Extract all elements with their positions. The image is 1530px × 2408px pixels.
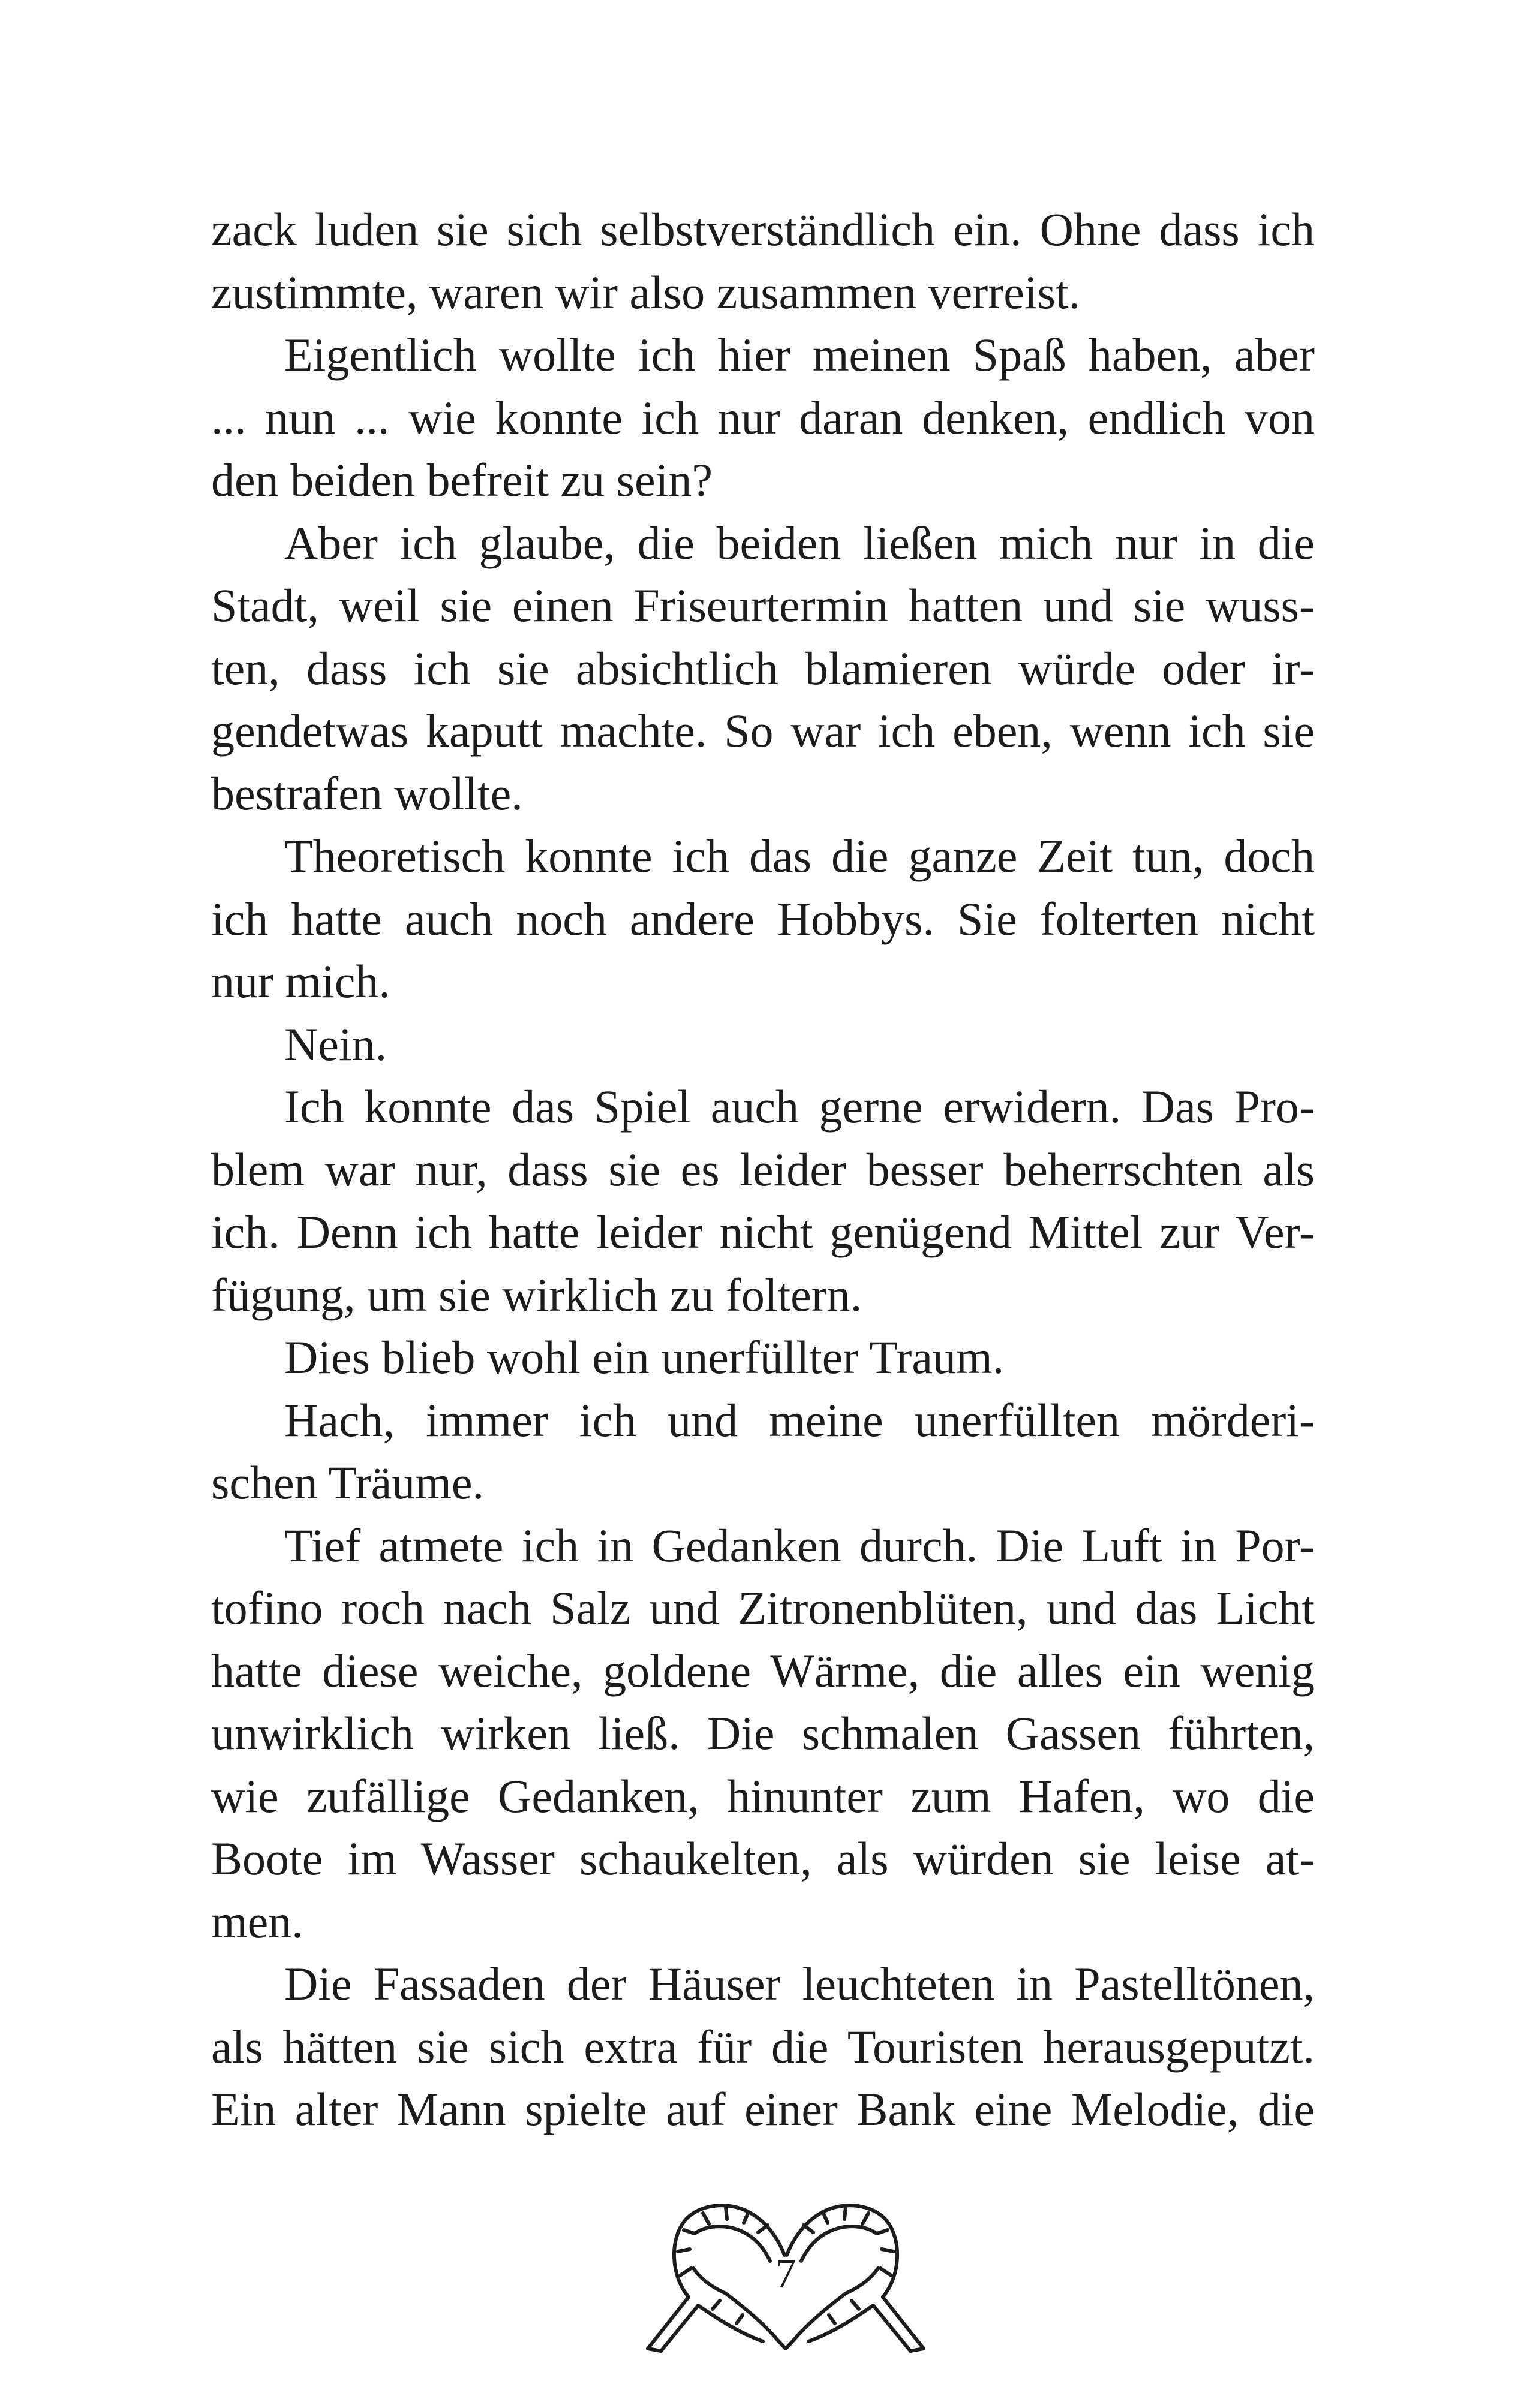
text-line: ich. Denn ich hatte leider nicht genügend Mittel zur Ver-	[211, 1206, 1315, 1258]
text-line: Hach, immer ich und meine unerfüllten mörderi-	[284, 1393, 1315, 1446]
text-line: fügung, um sie wirklich zu foltern.	[211, 1268, 862, 1321]
text-line: ... nun ... wie konnte ich nur daran denken, endlich von	[211, 391, 1315, 444]
text-line: Dies blieb wohl ein unerfüllter Traum.	[284, 1331, 1005, 1383]
body-text	[211, 198, 1315, 2141]
text-line: den beiden befreit zu sein?	[211, 454, 713, 506]
text-line: unwirklich wirken ließ. Die schmalen Gassen führten,	[211, 1707, 1315, 1759]
text-line: ten, dass ich sie absichtlich blamieren würde oder ir-	[211, 642, 1315, 694]
text-line: men.	[211, 1895, 303, 1948]
text-line: zack luden sie sich selbstverständlich ein. Ohne dass ich	[211, 203, 1315, 255]
text-line: Ich konnte das Spiel auch gerne erwidern. Das Pro-	[284, 1080, 1315, 1133]
text-line: Ein alter Mann spielte auf einer Bank eine Melodie, die	[211, 2083, 1315, 2135]
text-line: Tief atmete ich in Gedanken durch. Die Luft in Por-	[284, 1519, 1315, 1572]
text-line: Die Fassaden der Häuser leuchteten in Pastelltönen,	[284, 1958, 1315, 2010]
text-line: Theoretisch konnte ich das die ganze Zeit tun, doch	[284, 830, 1315, 882]
text-line: Eigentlich wollte ich hier meinen Spaß haben, aber	[284, 329, 1315, 381]
text-line: nur mich.	[211, 955, 390, 1007]
text-line: Nein.	[284, 1018, 387, 1070]
text-line: tofino roch nach Salz und Zitronenblüten, und das Licht	[211, 1582, 1315, 1634]
text-line: gendetwas kaputt machte. So war ich eben, wenn ich sie	[211, 705, 1315, 757]
text-line: blem war nur, dass sie es leider besser beherrschten als	[211, 1143, 1315, 1196]
text-line: bestrafen wollte.	[211, 767, 523, 820]
page-number: 7	[775, 2251, 796, 2297]
text-line: zustimmte, waren wir also zusammen verreist.	[211, 266, 1081, 318]
text-line: hatte diese weiche, goldene Wärme, die alles ein wenig	[211, 1644, 1315, 1697]
text-line: Aber ich glaube, die beiden ließen mich nur in die	[284, 516, 1315, 569]
text-line: wie zufällige Gedanken, hinunter zum Hafen, wo die	[211, 1769, 1315, 1822]
text-line: Boote im Wasser schaukelten, als würden sie leise at-	[211, 1832, 1315, 1885]
text-line: Stadt, weil sie einen Friseurtermin hatten und sie wuss-	[211, 579, 1315, 631]
text-line: schen Träume.	[211, 1456, 484, 1509]
page-footer	[636, 2174, 936, 2353]
text-line: als hätten sie sich extra für die Touristen herausgeputzt.	[211, 2020, 1315, 2073]
text-line: ich hatte auch noch andere Hobbys. Sie folterten nicht	[211, 892, 1315, 945]
